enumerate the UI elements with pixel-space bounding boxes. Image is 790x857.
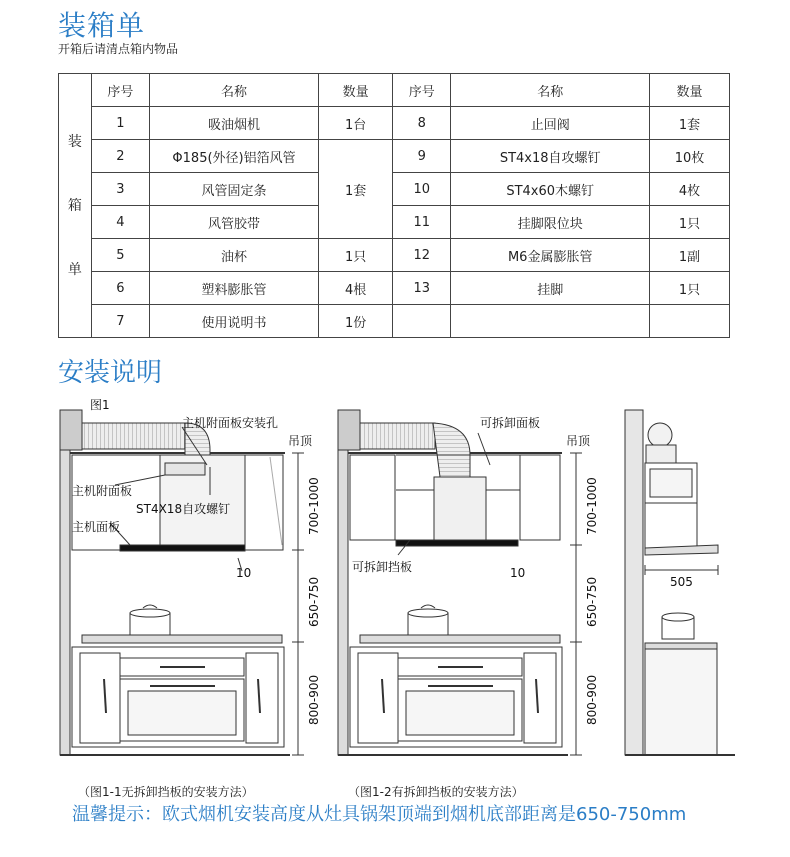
fig1-hole-label: 主机附面板安装孔: [182, 416, 279, 430]
cell-no: 7: [91, 305, 149, 338]
fig-label: 图1: [90, 398, 110, 412]
cell-name: M6金属膨胀管: [451, 239, 650, 272]
cell-qty: 10枚: [649, 140, 729, 173]
cell-name: ST4x18自攻螺钉: [451, 140, 650, 173]
side-label: [59, 74, 92, 338]
cell-name: 使用说明书: [149, 305, 318, 338]
cell-qty: 1套: [319, 140, 393, 239]
figure-1-2: [338, 410, 582, 755]
fig1-screw-label: ST4X18自攻螺钉: [136, 502, 231, 516]
cell-qty: 1副: [649, 239, 729, 272]
cell-qty: 1台: [319, 107, 393, 140]
cell-no: 11: [393, 206, 451, 239]
fig1-ceiling-label: 吊顶: [288, 434, 313, 448]
cell-qty: 4枚: [649, 173, 729, 206]
cell-name: 油杯: [149, 239, 318, 272]
table-row: [59, 173, 730, 206]
column-header: 数量: [319, 74, 393, 107]
cell-qty: 1只: [649, 272, 729, 305]
cell-qty: 1套: [649, 107, 729, 140]
fig1-caption: （图1-1无拆卸挡板的安装方法）: [78, 785, 254, 799]
cell-no: 13: [393, 272, 451, 305]
fig2-dim-lower: 800-900: [585, 674, 599, 725]
fig1-main-panel-label: 主机面板: [72, 520, 121, 534]
cell-name: 风管胶带: [149, 206, 318, 239]
table-row: [59, 140, 730, 173]
fig3-dim: 505: [670, 575, 693, 589]
cell-name: 风管固定条: [149, 173, 318, 206]
cell-no: 8: [393, 107, 451, 140]
column-header: 序号: [91, 74, 149, 107]
fig1-dim-upper: 700-1000: [307, 477, 321, 535]
table-header-row: [59, 74, 730, 107]
side-label-char: 装: [67, 133, 82, 150]
fig2-dim-middle: 650-750: [585, 576, 599, 627]
packing-subtitle: 开箱后请清点箱内物品: [58, 42, 179, 56]
cell-name: ST4x60木螺钉: [451, 173, 650, 206]
cell-no: 2: [91, 140, 149, 173]
fig1-side-panel-label: 主机附面板: [72, 484, 133, 498]
column-header: 数量: [649, 74, 729, 107]
fig1-dim-middle: 650-750: [307, 576, 321, 627]
cell-no: 10: [393, 173, 451, 206]
side-label-char: 箱: [67, 197, 82, 214]
cell-no: [393, 305, 451, 338]
fig1-gap-label: 10: [236, 566, 252, 580]
table-row: [59, 206, 730, 239]
fig2-gap-label: 10: [510, 566, 526, 580]
fig2-ceiling-label: 吊顶: [566, 434, 591, 448]
install-title: 安装说明: [58, 358, 163, 388]
cell-name: 挂脚: [451, 272, 650, 305]
cell-no: 4: [91, 206, 149, 239]
cell-no: 9: [393, 140, 451, 173]
cell-name: 吸油烟机: [149, 107, 318, 140]
install-diagram: [0, 395, 790, 800]
fig1-dim-lower: 800-900: [307, 674, 321, 725]
cell-qty: 1份: [319, 305, 393, 338]
table-row: [59, 107, 730, 140]
figure-1-1: [60, 410, 304, 755]
cell-name: [451, 305, 650, 338]
fig2-panel-label: 可拆卸面板: [480, 416, 541, 430]
cell-name: 塑料膨胀管: [149, 272, 318, 305]
cell-no: 6: [91, 272, 149, 305]
cell-qty: 4根: [319, 272, 393, 305]
cell-qty: [649, 305, 729, 338]
fig2-dim-upper: 700-1000: [585, 477, 599, 535]
install-tip: 温馨提示：欧式烟机安装高度从灶具锅架顶端到烟机底部距离是650-750mm: [72, 804, 687, 825]
cell-name: 止回阀: [451, 107, 650, 140]
cell-no: 1: [91, 107, 149, 140]
fig2-caption: （图1-2有拆卸挡板的安装方法）: [348, 785, 524, 799]
table-row: [59, 239, 730, 272]
cell-name: 挂脚限位块: [451, 206, 650, 239]
fig2-baffle-label: 可拆卸挡板: [352, 560, 413, 574]
cell-qty: 1只: [319, 239, 393, 272]
side-label-char: 单: [67, 261, 82, 278]
cell-qty: 1只: [649, 206, 729, 239]
column-header: 名称: [149, 74, 318, 107]
packing-title: 装箱单: [58, 9, 146, 42]
cell-no: 5: [91, 239, 149, 272]
table-row: [59, 272, 730, 305]
cell-no: 3: [91, 173, 149, 206]
cell-name: Φ185(外径)铝箔风管: [149, 140, 318, 173]
packing-table: [58, 73, 730, 338]
table-row: [59, 305, 730, 338]
column-header: 序号: [393, 74, 451, 107]
column-header: 名称: [451, 74, 650, 107]
cell-no: 12: [393, 239, 451, 272]
